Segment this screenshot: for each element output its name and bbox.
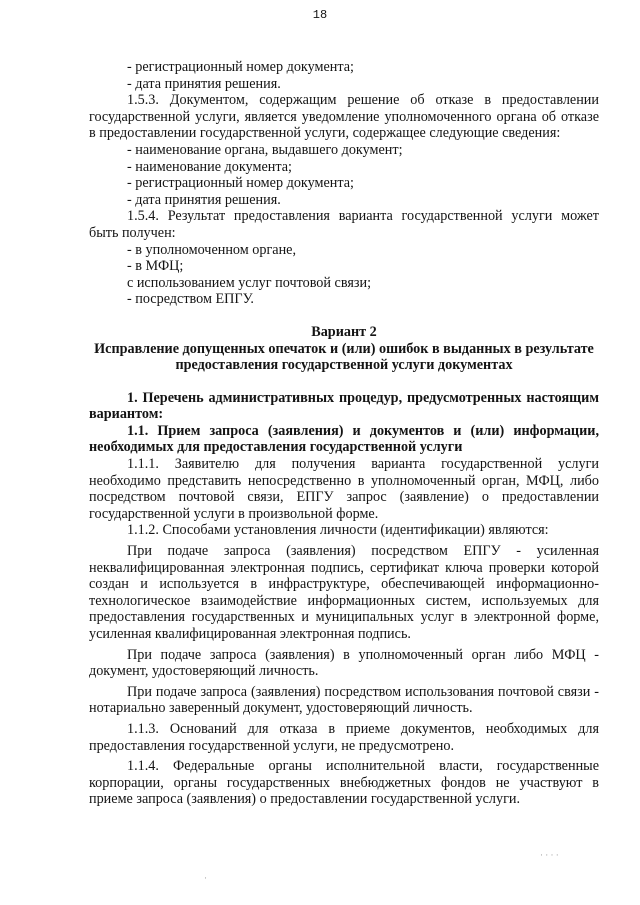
list-item: - наименование документа; <box>127 158 292 175</box>
paragraph: 1.1.3. Оснований для отказа в приеме документов, необходимых для предоставления государственной услуги, не предусмотрено. <box>89 720 599 754</box>
paragraph: При подаче запроса (заявления) посредством ЕПГУ - усиленная неквалифицированная электронная подпись, сертификат ключа проверки которой создан и используется в инфраструктуре, обеспечивающей информационно-технологическое взаимодействие информационных систем, используемых для предоставления государственных и муниципальных услуг в электронной форме, усиленная квалифицированная электронная подпись. <box>89 543 599 642</box>
paragraph: 1.1.4. Федеральные органы исполнительной власти, государственные корпорации, органы государственных внебюджетных фондов не участвуют в приеме запроса (заявления) о предоставлении государственной услуги. <box>89 758 599 808</box>
list-item: - в МФЦ; <box>127 258 184 275</box>
variant-title: Вариант 2 <box>311 323 377 340</box>
list-item: с использованием услуг почтовой связи; <box>127 274 372 291</box>
paragraph: При подаче запроса (заявления) посредством использования почтовой связи - нотариально заверенный документ, удостоверяющий личность. <box>89 683 599 717</box>
scan-speck: · · · · <box>540 850 559 860</box>
variant-subtitle: Исправление допущенных опечаток и (или) ошибок в выданных в результате предоставления государственной услуги документах <box>94 340 594 374</box>
list-item: - наименование органа, выдавшего документ; <box>127 141 403 158</box>
document-body <box>89 59 599 808</box>
paragraph: 1.5.3. Документом, содержащим решение об отказе в предоставлении государственной услуги, является уведомление уполномоченного органа об отказе в предоставлении государственной услуги, содержащее следующие сведения: <box>89 92 599 142</box>
list-item: - дата принятия решения. <box>127 75 281 92</box>
section-heading: 1. Перечень административных процедур, предусмотренных настоящим вариантом: <box>89 389 599 423</box>
scan-speck: · <box>204 873 207 883</box>
list-item: - регистрационный номер документа; <box>127 59 354 75</box>
page-number: 18 <box>312 8 328 22</box>
list-item: - дата принятия решения. <box>127 191 281 208</box>
paragraph: 1.5.4. Результат предоставления варианта государственной услуги может быть получен: <box>89 208 599 241</box>
list-item: - посредством ЕПГУ. <box>127 291 254 308</box>
paragraph: 1.1.1. Заявителю для получения варианта государственной услуги необходимо представить непосредственно в уполномоченный орган, МФЦ, либо посредством почтовой связи, ЕПГУ запрос (заявление) о предоставлении государственной услуги в произвольной форме. <box>89 456 599 522</box>
list-item: - в уполномоченном органе, <box>127 241 297 258</box>
subsection-heading: 1.1. Прием запроса (заявления) и документов и (или) информации, необходимых для предоставления государственной услуги <box>89 422 599 456</box>
paragraph: При подаче запроса (заявления) в уполномоченный орган либо МФЦ - документ, удостоверяющий личность. <box>89 646 599 680</box>
list-item: - регистрационный номер документа; <box>127 175 354 192</box>
paragraph: 1.1.2. Способами установления личности (идентификации) являются: <box>127 522 549 539</box>
